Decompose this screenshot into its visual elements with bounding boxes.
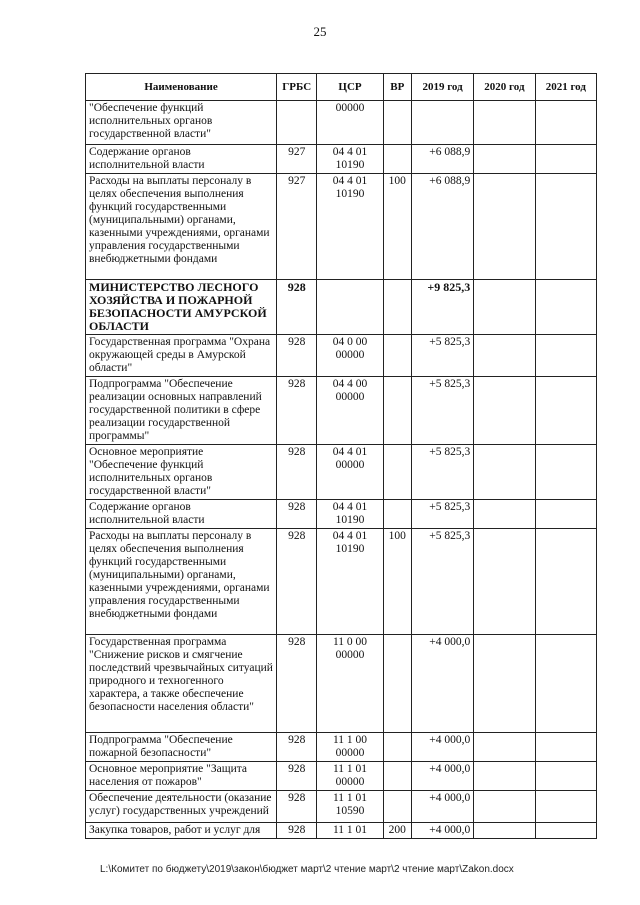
row-grbs: 928 bbox=[277, 529, 317, 635]
row-vr bbox=[383, 762, 411, 791]
budget-table bbox=[85, 73, 597, 839]
table-row bbox=[86, 335, 597, 377]
row-name: Расходы на выплаты персоналу в целях обеспечения выполнения функций государственными (муниципальными) органами, казенными учреждениями, органами управления государственными внебюджетными фондами bbox=[86, 529, 277, 635]
row-csr: 11 1 01 bbox=[317, 823, 383, 839]
row-2019: +4 000,0 bbox=[411, 733, 473, 762]
row-2019: +9 825,3 bbox=[411, 280, 473, 335]
row-2020 bbox=[474, 377, 535, 445]
row-2020 bbox=[474, 445, 535, 500]
row-grbs: 927 bbox=[277, 174, 317, 280]
row-vr bbox=[383, 635, 411, 733]
row-2019: +4 000,0 bbox=[411, 762, 473, 791]
row-2019: +5 825,3 bbox=[411, 335, 473, 377]
header-2019: 2019 год bbox=[411, 74, 473, 101]
row-csr: 11 1 01 00000 bbox=[317, 762, 383, 791]
table-row bbox=[86, 635, 597, 733]
row-2021 bbox=[535, 823, 596, 839]
row-2020 bbox=[474, 733, 535, 762]
row-2019: +4 000,0 bbox=[411, 791, 473, 823]
row-2021 bbox=[535, 335, 596, 377]
table-row bbox=[86, 280, 597, 335]
table-row bbox=[86, 145, 597, 174]
row-name: Закупка товаров, работ и услуг для bbox=[86, 823, 277, 839]
row-grbs: 928 bbox=[277, 762, 317, 791]
table-row bbox=[86, 500, 597, 529]
row-2020 bbox=[474, 762, 535, 791]
row-2021 bbox=[535, 733, 596, 762]
row-name: Государственная программа "Охрана окружающей среды в Амурской области" bbox=[86, 335, 277, 377]
row-2021 bbox=[535, 500, 596, 529]
row-csr: 00000 bbox=[317, 101, 383, 145]
row-csr: 04 4 01 10190 bbox=[317, 145, 383, 174]
row-2021 bbox=[535, 635, 596, 733]
row-grbs: 928 bbox=[277, 335, 317, 377]
row-2019: +4 000,0 bbox=[411, 635, 473, 733]
row-2019: +5 825,3 bbox=[411, 445, 473, 500]
row-grbs: 927 bbox=[277, 145, 317, 174]
row-vr: 200 bbox=[383, 823, 411, 839]
row-2019: +5 825,3 bbox=[411, 500, 473, 529]
row-2020 bbox=[474, 500, 535, 529]
row-2021 bbox=[535, 791, 596, 823]
row-vr bbox=[383, 733, 411, 762]
row-grbs: 928 bbox=[277, 377, 317, 445]
row-2021 bbox=[535, 174, 596, 280]
row-2020 bbox=[474, 635, 535, 733]
row-vr bbox=[383, 280, 411, 335]
row-2020 bbox=[474, 280, 535, 335]
row-vr: 100 bbox=[383, 174, 411, 280]
row-csr bbox=[317, 280, 383, 335]
row-csr: 04 4 00 00000 bbox=[317, 377, 383, 445]
row-2021 bbox=[535, 101, 596, 145]
row-vr bbox=[383, 445, 411, 500]
row-vr bbox=[383, 145, 411, 174]
file-path-footer: L:\Комитет по бюджету\2019\закон\бюджет март\2 чтение март\2 чтение март\Zakon.docx bbox=[100, 864, 514, 875]
row-2020 bbox=[474, 529, 535, 635]
row-grbs: 928 bbox=[277, 500, 317, 529]
row-2020 bbox=[474, 174, 535, 280]
row-csr: 11 1 01 10590 bbox=[317, 791, 383, 823]
row-vr: 100 bbox=[383, 529, 411, 635]
table-row bbox=[86, 823, 597, 839]
row-csr: 11 1 00 00000 bbox=[317, 733, 383, 762]
row-2020 bbox=[474, 145, 535, 174]
row-csr: 04 4 01 10190 bbox=[317, 500, 383, 529]
header-vr: ВР bbox=[383, 74, 411, 101]
row-2021 bbox=[535, 377, 596, 445]
row-csr: 04 4 01 10190 bbox=[317, 529, 383, 635]
row-name: Содержание органов исполнительной власти bbox=[86, 145, 277, 174]
row-name: Расходы на выплаты персоналу в целях обеспечения выполнения функций государственными (муниципальными) органами, казенными учреждениями, органами управления государственными внебюджетными фондами bbox=[86, 174, 277, 280]
row-grbs: 928 bbox=[277, 280, 317, 335]
header-2020: 2020 год bbox=[474, 74, 535, 101]
row-2019: +6 088,9 bbox=[411, 174, 473, 280]
row-csr: 04 4 01 10190 bbox=[317, 174, 383, 280]
table-row bbox=[86, 529, 597, 635]
row-2021 bbox=[535, 280, 596, 335]
row-2019: +5 825,3 bbox=[411, 529, 473, 635]
row-2021 bbox=[535, 445, 596, 500]
table-row bbox=[86, 174, 597, 280]
row-name: Обеспечение деятельности (оказание услуг) государственных учреждений bbox=[86, 791, 277, 823]
header-2021: 2021 год bbox=[535, 74, 596, 101]
row-csr: 04 0 00 00000 bbox=[317, 335, 383, 377]
header-row bbox=[86, 74, 597, 101]
row-grbs: 928 bbox=[277, 445, 317, 500]
row-vr bbox=[383, 791, 411, 823]
row-name: Государственная программа "Снижение рисков и смягчение последствий чрезвычайных ситуаций природного и техногенного характера, а также обеспечение безопасности населения области" bbox=[86, 635, 277, 733]
row-grbs: 928 bbox=[277, 733, 317, 762]
row-name: Основное мероприятие "Обеспечение функций исполнительных органов государственной власти" bbox=[86, 445, 277, 500]
header-name: Наименование bbox=[86, 74, 277, 101]
row-grbs bbox=[277, 101, 317, 145]
row-2019: +6 088,9 bbox=[411, 145, 473, 174]
row-2019 bbox=[411, 101, 473, 145]
table-row bbox=[86, 445, 597, 500]
table-row bbox=[86, 791, 597, 823]
row-grbs: 928 bbox=[277, 635, 317, 733]
row-2020 bbox=[474, 101, 535, 145]
row-vr bbox=[383, 377, 411, 445]
table-row bbox=[86, 101, 597, 145]
table-row bbox=[86, 733, 597, 762]
row-name: МИНИСТЕРСТВО ЛЕСНОГО ХОЗЯЙСТВА И ПОЖАРНОЙ БЕЗОПАСНОСТИ АМУРСКОЙ ОБЛАСТИ bbox=[86, 280, 277, 335]
row-name: Подпрограмма "Обеспечение пожарной безопасности" bbox=[86, 733, 277, 762]
row-2019: +5 825,3 bbox=[411, 377, 473, 445]
row-name: Содержание органов исполнительной власти bbox=[86, 500, 277, 529]
row-2021 bbox=[535, 145, 596, 174]
row-grbs: 928 bbox=[277, 791, 317, 823]
row-2021 bbox=[535, 529, 596, 635]
row-2020 bbox=[474, 335, 535, 377]
table-row bbox=[86, 377, 597, 445]
header-csr: ЦСР bbox=[317, 74, 383, 101]
row-csr: 04 4 01 00000 bbox=[317, 445, 383, 500]
row-2020 bbox=[474, 791, 535, 823]
row-csr: 11 0 00 00000 bbox=[317, 635, 383, 733]
header-grbs: ГРБС bbox=[277, 74, 317, 101]
row-vr bbox=[383, 335, 411, 377]
row-name: "Обеспечение функций исполнительных органов государственной власти" bbox=[86, 101, 277, 145]
table-row bbox=[86, 762, 597, 791]
row-vr bbox=[383, 500, 411, 529]
row-2021 bbox=[535, 762, 596, 791]
row-vr bbox=[383, 101, 411, 145]
row-2020 bbox=[474, 823, 535, 839]
row-2019: +4 000,0 bbox=[411, 823, 473, 839]
page-number: 25 bbox=[313, 24, 327, 39]
row-name: Подпрограмма "Обеспечение реализации основных направлений государственной политики в сфере реализации государственной программы" bbox=[86, 377, 277, 445]
row-grbs: 928 bbox=[277, 823, 317, 839]
row-name: Основное мероприятие "Защита населения от пожаров" bbox=[86, 762, 277, 791]
